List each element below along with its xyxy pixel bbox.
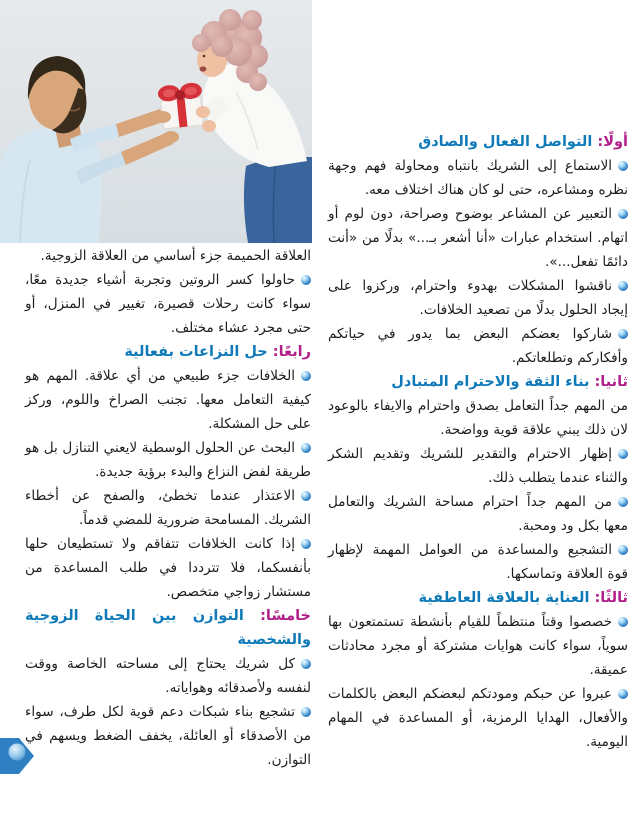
bullet-text: التشجيع والمساعدة من العوامل المهمة لإظهار قوة العلاقة وتماسكها. <box>328 542 628 582</box>
bullet-item <box>328 274 628 322</box>
bullet-text: الاستماع إلى الشريك بانتباه ومحاولة فهم وجهة نظره ومشاعره، حتى لو كان هناك اختلاف معه. <box>328 158 628 198</box>
bullet-item <box>328 490 628 538</box>
bullet-text: الاعتذار عندما تخطئ، والصفح عن أخطاء الشريك. المسامحة ضرورية للمضي قدماً. <box>25 488 311 528</box>
heading-ordinal: ثالثًا: <box>594 590 628 606</box>
heading-title: حل النزاعات بفعالية <box>124 344 268 360</box>
heading-ordinal: ثانيا: <box>594 374 628 390</box>
bullet-text: البحث عن الحلول الوسطية لايعني التنازل بل هو طريقة لفض النزاع والبدء برؤية جديدة. <box>25 440 311 480</box>
bullet-sphere-icon <box>618 281 628 291</box>
bullet-sphere-icon <box>618 545 628 555</box>
bullet-sphere-icon <box>618 209 628 219</box>
bullet-sphere-icon <box>618 449 628 459</box>
bullet-text: شاركوا بعضكم البعض بما يدور في حياتكم وأفكاركم وتطلعاتكم. <box>328 326 628 366</box>
bullet-item <box>25 532 311 604</box>
bullet-text: الخلافات جزء طبيعي من أي علاقة. المهم هو كيفية التعامل معها. تجنب الصراخ واللوم، وركز على حل المشكلة. <box>25 368 311 432</box>
bullet-item <box>328 538 628 586</box>
section-heading-third <box>328 586 628 610</box>
bullet-text: من المهم جداً احترام مساحة الشريك والتعامل معها بكل ود ومحبة. <box>328 494 628 534</box>
bullet-sphere-icon <box>618 497 628 507</box>
arrow-decoration-icon <box>0 738 34 774</box>
heading-title: التوازن بين الحياة الزوجية والشخصية <box>25 608 311 648</box>
bullet-sphere-icon <box>301 707 311 717</box>
bullet-item <box>25 484 311 532</box>
column-left <box>25 244 311 772</box>
bullet-text: إظهار الاحترام والتقدير للشريك وتقديم الشكر والثناء عندما يتطلب ذلك. <box>328 446 628 486</box>
section-heading-fifth <box>25 604 311 652</box>
bullet-item <box>328 610 628 682</box>
bullet-item <box>25 700 311 772</box>
bullet-item <box>328 322 628 370</box>
bullet-text: تشجيع بناء شبكات دعم قوية لكل طرف، سواء من الأصدقاء أو العائلة، يخفف الضغط ويسهم في التوازن. <box>25 704 311 768</box>
bullet-text: خصصوا وقتاً منتظماً للقيام بأنشطة تستمتعون بها سوياً، سواء كانت هوايات مشتركة أو مجرد محادثات عميقة. <box>328 614 628 678</box>
bullet-sphere-icon <box>618 617 628 627</box>
bullet-text: حاولوا كسر الروتين وتجربة أشياء جديدة معًا، سواء كانت رحلات قصيرة، تغيير في المنزل، أو حتى مجرد عشاء مختلف. <box>25 272 311 336</box>
bullet-item <box>328 202 628 274</box>
bullet-item <box>25 364 311 436</box>
section-heading-first <box>328 130 628 154</box>
continuation-paragraph: العلاقة الحميمة جزء أساسي من العلاقة الزوجية. <box>40 248 311 264</box>
column-right <box>328 130 628 754</box>
bullet-item <box>328 442 628 490</box>
bullet-sphere-icon <box>301 539 311 549</box>
bullet-item <box>328 154 628 202</box>
bullet-sphere-icon <box>301 275 311 285</box>
bullet-item <box>25 436 311 484</box>
heading-ordinal: رابعًا: <box>272 344 311 360</box>
bullet-text: كل شريك يحتاج إلى مساحته الخاصة ووقت لنفسه ولأصدقائه وهواياته. <box>25 656 311 696</box>
heading-ordinal: خامسًا: <box>260 608 311 624</box>
heading-title: العناية بالعلاقة العاطفية <box>418 590 590 606</box>
bullet-sphere-icon <box>618 161 628 171</box>
section-heading-second <box>328 370 628 394</box>
bullet-text: عبروا عن حبكم ومودتكم لبعضكم البعض بالكلمات والأفعال، الهدايا الرمزية، أو المساعدة في المهام اليومية. <box>328 686 628 750</box>
heading-title: التواصل الفعال والصادق <box>418 134 593 150</box>
bullet-item <box>25 652 311 700</box>
bullet-text: إذا كانت الخلافات تتفاقم ولا تستطيعان حلها بأنفسكما، فلا تترددا في طلب المساعدة من مستشار زواجي متخصص. <box>25 536 311 600</box>
bullet-sphere-icon <box>301 443 311 453</box>
bullet-item <box>328 682 628 754</box>
intro-paragraph: من المهم جداً التعامل بصدق واحترام والايفاء بالوعود لان ذلك يبني علاقة قوية وواضحة. <box>328 398 628 438</box>
bullet-text: التعبير عن المشاعر بوضوح وصراحة، دون لوم أو اتهام. استخدام عبارات «أنا أشعر بـ...» بدلًا من «أنت دائمًا تفعل...». <box>328 206 628 270</box>
bullet-sphere-icon <box>618 329 628 339</box>
bullet-sphere-icon <box>301 659 311 669</box>
heading-title: بناء الثقة والاحترام المتبادل <box>391 374 590 390</box>
couple-gift-photo <box>0 0 312 243</box>
bullet-sphere-icon <box>301 371 311 381</box>
bullet-text: ناقشوا المشكلات بهدوء واحترام، وركزوا على إيجاد الحلول بدلًا من تصعيد الخلافات. <box>328 278 628 318</box>
couple-gift-illustration <box>0 0 312 243</box>
heading-ordinal: أولًا: <box>597 134 628 150</box>
section-heading-fourth <box>25 340 311 364</box>
bullet-sphere-icon <box>618 689 628 699</box>
bullet-sphere-icon <box>301 491 311 501</box>
bullet-item <box>25 268 311 340</box>
